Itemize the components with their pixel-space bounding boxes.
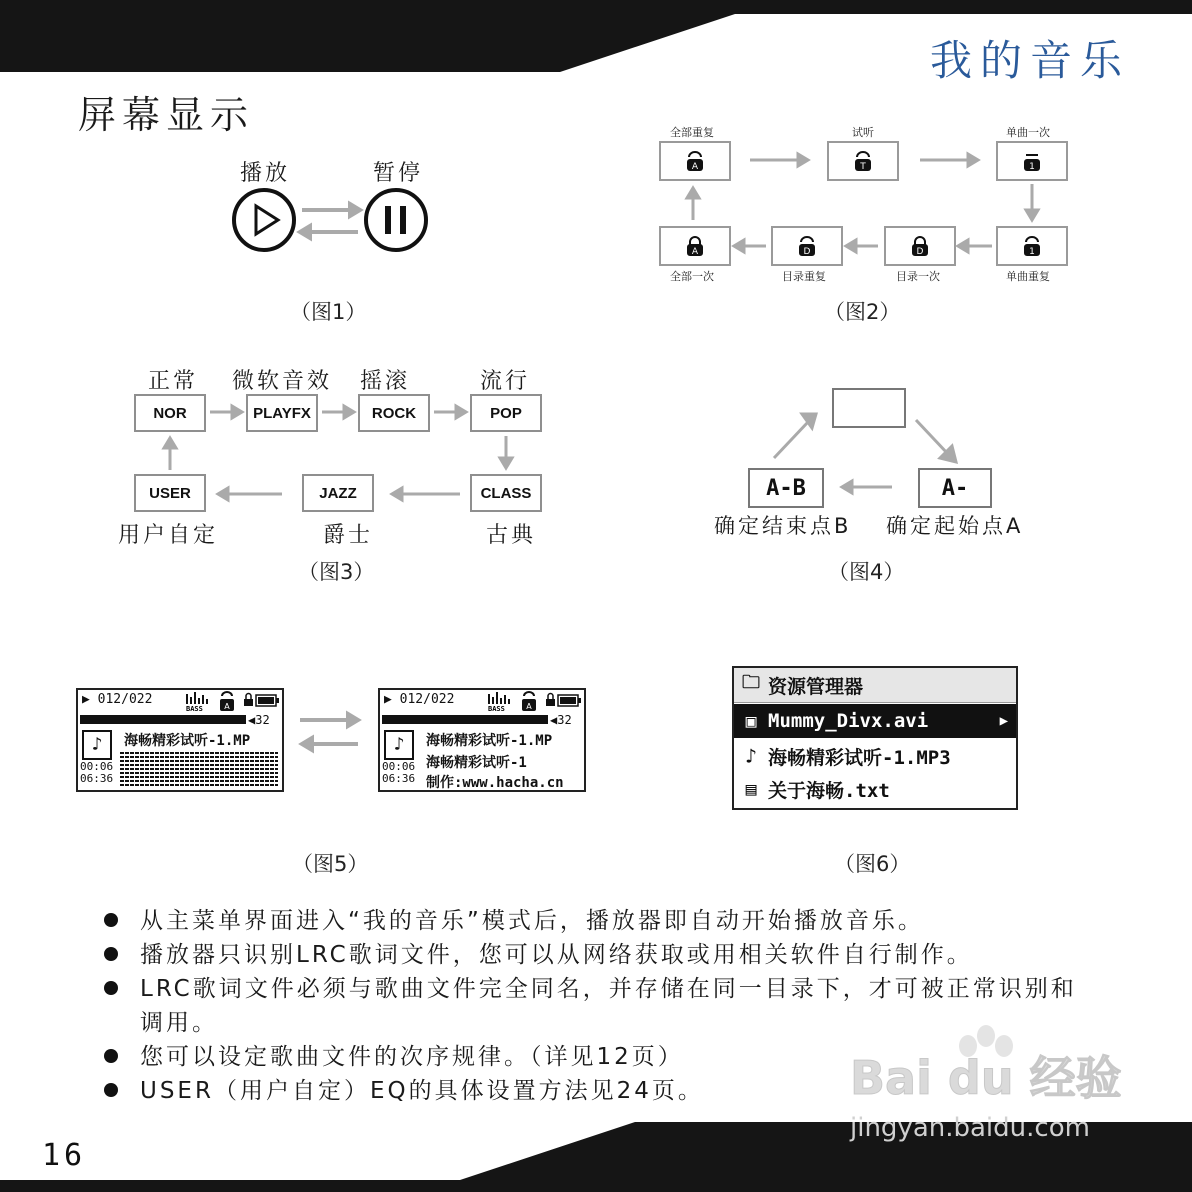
fig6-caption: （图6） <box>834 852 911 876</box>
video-file-icon: ▣ <box>745 710 757 732</box>
volume-level: 32 <box>255 713 270 727</box>
repeat-mode-icon <box>522 692 536 711</box>
fig4-caption: （图4） <box>828 560 905 584</box>
spectrum-visualizer <box>120 752 278 788</box>
fig1-caption: （图1） <box>290 300 367 324</box>
section-title: 屏幕显示 <box>78 93 255 137</box>
play-state-icon: ▶ <box>82 692 90 707</box>
file-name: Mummy_Divx.avi <box>768 710 929 732</box>
mode-label-all-once: 全部一次 <box>670 270 714 283</box>
arrow-up-icon <box>164 438 176 470</box>
ab-label-start: 确定起始点A <box>886 514 1024 538</box>
lock-icon <box>546 694 555 707</box>
arrow-right-icon <box>302 204 360 216</box>
eq-box-playfx: PLAYFX <box>246 394 318 432</box>
progress-bar <box>80 715 246 724</box>
fig5-caption: （图5） <box>292 852 369 876</box>
mode-glyph: D <box>916 247 924 257</box>
music-note-icon: ♪ <box>82 730 112 760</box>
volume-level: 32 <box>557 713 572 727</box>
bullet-dot-icon <box>104 1083 118 1097</box>
battery-icon <box>558 695 581 706</box>
eq-bars-icon <box>488 692 510 704</box>
bullet-dot-icon <box>104 913 118 927</box>
bullet-item: 您可以设定歌曲文件的次序规律。（详见12页） <box>104 1040 1104 1074</box>
progress-bar <box>382 715 548 724</box>
eq-name-normal: 正常 <box>148 369 199 394</box>
file-name: 海畅精彩试听-1.MP3 <box>768 746 951 769</box>
arrow-right-icon <box>434 406 466 418</box>
volume-icon: ◀ <box>248 713 256 727</box>
arrow-left-icon <box>300 226 358 238</box>
fig2-arrows <box>650 140 1090 280</box>
track-counter: 012/022 <box>97 692 153 707</box>
time-total: 06:36 <box>382 772 416 785</box>
eq-name-user: 用户自定 <box>118 523 219 548</box>
bullet-dot-icon <box>104 981 118 995</box>
lcd-screen-lyrics <box>378 688 586 792</box>
eq-code: BASS <box>186 705 203 712</box>
eq-name-pop: 流行 <box>480 369 531 394</box>
fig1-diagram <box>228 186 438 256</box>
folder-icon: 🗀 <box>742 672 760 693</box>
mode-glyph: D <box>803 247 811 257</box>
fig2-caption: （图2） <box>824 300 901 324</box>
mode-label-single-repeat: 单曲重复 <box>1006 270 1050 283</box>
mode-glyph: A <box>691 247 699 257</box>
mode-glyph: T <box>860 162 866 172</box>
pause-icon <box>366 190 426 250</box>
bullet-dot-icon <box>104 1049 118 1063</box>
repeat-mode-icon <box>220 692 234 711</box>
fig3-arrows <box>130 390 550 520</box>
arrow-left-icon <box>846 240 878 252</box>
mode-label-single-once: 单曲一次 <box>1006 126 1050 139</box>
arrow-right-icon <box>920 154 978 166</box>
mode-label-folder-repeat: 目录重复 <box>782 270 826 283</box>
arrow-down-icon <box>1026 184 1038 220</box>
watermark-brand: Bai du 经验 <box>850 1051 1122 1105</box>
eq-box-rock: ROCK <box>358 394 430 432</box>
music-note-icon: ♪ <box>384 730 414 760</box>
page-title: 我的音乐 <box>929 36 1130 85</box>
arrow-right-icon <box>300 714 358 726</box>
mode-label-preview: 试听 <box>852 126 874 139</box>
ab-label-end: 确定结束点B <box>714 514 852 538</box>
arrow-left-icon <box>218 488 282 500</box>
fig4-arrows <box>760 400 980 500</box>
file-row-selected[interactable] <box>734 704 1016 738</box>
text-file-icon: ▤ <box>745 778 757 800</box>
file-row[interactable] <box>734 772 1016 806</box>
arrow-right-icon <box>210 406 242 418</box>
arrow-down-right-icon <box>916 420 956 462</box>
bullet-item: USER（用户自定）EQ的具体设置方法见24页。 <box>104 1074 1104 1108</box>
play-state-icon: ▶ <box>384 692 392 707</box>
arrow-up-right-icon <box>774 414 816 458</box>
eq-bars-icon <box>186 692 208 704</box>
eq-name-rock: 摇滚 <box>360 369 411 394</box>
lyric-line-2: 海畅精彩试听-1 <box>426 755 527 771</box>
svg-text:A: A <box>224 702 230 711</box>
volume-icon: ◀ <box>550 713 558 727</box>
paw-logo-icon <box>846 1016 1146 1146</box>
lock-icon <box>244 694 253 707</box>
mode-label-repeat-all: 全部重复 <box>670 126 714 139</box>
arrow-left-icon <box>302 738 358 750</box>
lcd-screen-playing <box>76 688 284 792</box>
chevron-right-icon: ▶ <box>999 713 1008 729</box>
ab-box-start: A- <box>918 468 992 508</box>
arrow-up-icon <box>687 188 699 220</box>
explorer-header <box>734 668 1016 703</box>
explorer-title: 资源管理器 <box>768 675 864 698</box>
play-icon <box>234 190 294 250</box>
arrow-left-icon <box>958 240 992 252</box>
file-name: 关于海畅.txt <box>768 779 890 802</box>
time-elapsed: 00:06 <box>382 760 416 773</box>
arrow-right-icon <box>750 154 808 166</box>
arrow-right-icon <box>322 406 354 418</box>
mode-glyph: 1 <box>1029 247 1035 257</box>
bullet-item: LRC歌词文件必须与歌曲文件完全同名，并存储在同一目录下，才可被正常识别和调用。 <box>104 972 1100 1040</box>
eq-box-pop: POP <box>470 394 542 432</box>
bullet-item: 从主菜单界面进入“我的音乐”模式后，播放器即自动开始播放音乐。 <box>104 904 1104 938</box>
mode-glyph: A <box>691 162 699 172</box>
file-explorer <box>732 666 1018 810</box>
page-number: 16 <box>42 1138 87 1173</box>
mode-glyph: 1 <box>1029 162 1035 172</box>
bullet-item: 播放器只识别LRC歌词文件，您可以从网络获取或用相关软件自行制作。 <box>104 938 1104 972</box>
lyric-line-3: 制作:www.hacha.cn <box>426 775 564 791</box>
arrow-left-icon <box>842 481 892 493</box>
mode-label-folder-once: 目录一次 <box>896 270 940 283</box>
arrow-down-icon <box>500 436 512 468</box>
play-label: 播放 <box>240 161 291 186</box>
eq-code: BASS <box>488 705 505 712</box>
watermark-url: jingyan.baidu.com <box>850 1113 1090 1143</box>
eq-name-classic: 古典 <box>486 523 537 548</box>
baidu-watermark <box>846 1016 1146 1146</box>
pause-label: 暂停 <box>373 161 424 186</box>
eq-name-playfx: 微软音效 <box>232 369 333 394</box>
fig3-caption: （图3） <box>298 560 375 584</box>
fig5-arrows <box>296 708 366 754</box>
eq-box-class: CLASS <box>470 474 542 512</box>
arrow-left-icon <box>734 240 766 252</box>
ab-box-end: A-B <box>748 468 824 508</box>
track-counter: 012/022 <box>399 692 455 707</box>
arrow-left-icon <box>392 488 460 500</box>
time-total: 06:36 <box>80 772 114 785</box>
eq-box-user: USER <box>134 474 206 512</box>
song-title: 海畅精彩试听-1.MP <box>124 733 251 749</box>
eq-box-nor: NOR <box>134 394 206 432</box>
battery-icon <box>256 695 279 706</box>
eq-name-jazz: 爵士 <box>323 523 374 548</box>
file-row[interactable] <box>734 739 1016 773</box>
lyric-line-1: 海畅精彩试听-1.MP <box>426 733 553 749</box>
eq-box-jazz: JAZZ <box>302 474 374 512</box>
music-file-icon: ♪ <box>744 744 758 768</box>
time-elapsed: 00:06 <box>80 760 114 773</box>
svg-text:A: A <box>526 702 532 711</box>
bullet-dot-icon <box>104 947 118 961</box>
